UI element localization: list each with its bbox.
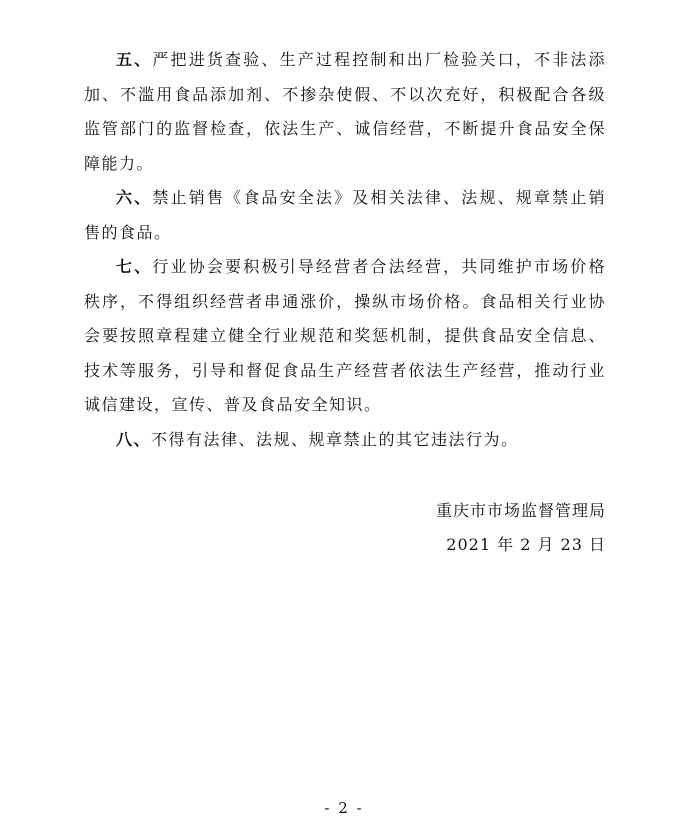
paragraph-text: 严把进货查验、生产过程控制和出厂检验关口，不非法添加、不滥用食品添加剂、不掺杂使假、不以次充好，积极配合各级监管部门的监督检查，依法生产、诚信经营，不断提升食品安全保障能力。 xyxy=(84,50,606,173)
paragraph-number: 六、 xyxy=(116,188,153,207)
paragraph-text: 禁止销售《食品安全法》及相关法律、法规、规章禁止销售的食品。 xyxy=(84,188,606,242)
paragraph-number: 七、 xyxy=(116,257,153,276)
paragraph-number: 八、 xyxy=(116,429,152,449)
paragraph-8 xyxy=(84,423,606,458)
document-body xyxy=(84,43,606,457)
paragraph-text: 不得有法律、法规、规章禁止的其它违法行为。 xyxy=(151,429,519,449)
paragraph-6 xyxy=(84,181,606,250)
paragraph-5 xyxy=(84,43,606,181)
page-number: - 2 - xyxy=(324,799,364,817)
signature-date: 2021 年 2 月 23 日 xyxy=(446,535,606,554)
paragraph-7 xyxy=(84,250,606,423)
paragraph-text: 行业协会要积极引导经营者合法经营，共同维护市场价格秩序，不得组织经营者串通涨价，操纵市场价格。食品相关行业协会要按照章程建立健全行业规范和奖惩机制，提供食品安全信息、技术等服务，引导和督促食品生产经营者依法生产经营，推动行业诚信建设，宣传、普及食品安全知识。 xyxy=(84,257,606,414)
paragraph-number: 五、 xyxy=(116,50,153,69)
signature-organization: 重庆市市场监督管理局 xyxy=(435,501,606,520)
signature-block xyxy=(436,494,606,562)
